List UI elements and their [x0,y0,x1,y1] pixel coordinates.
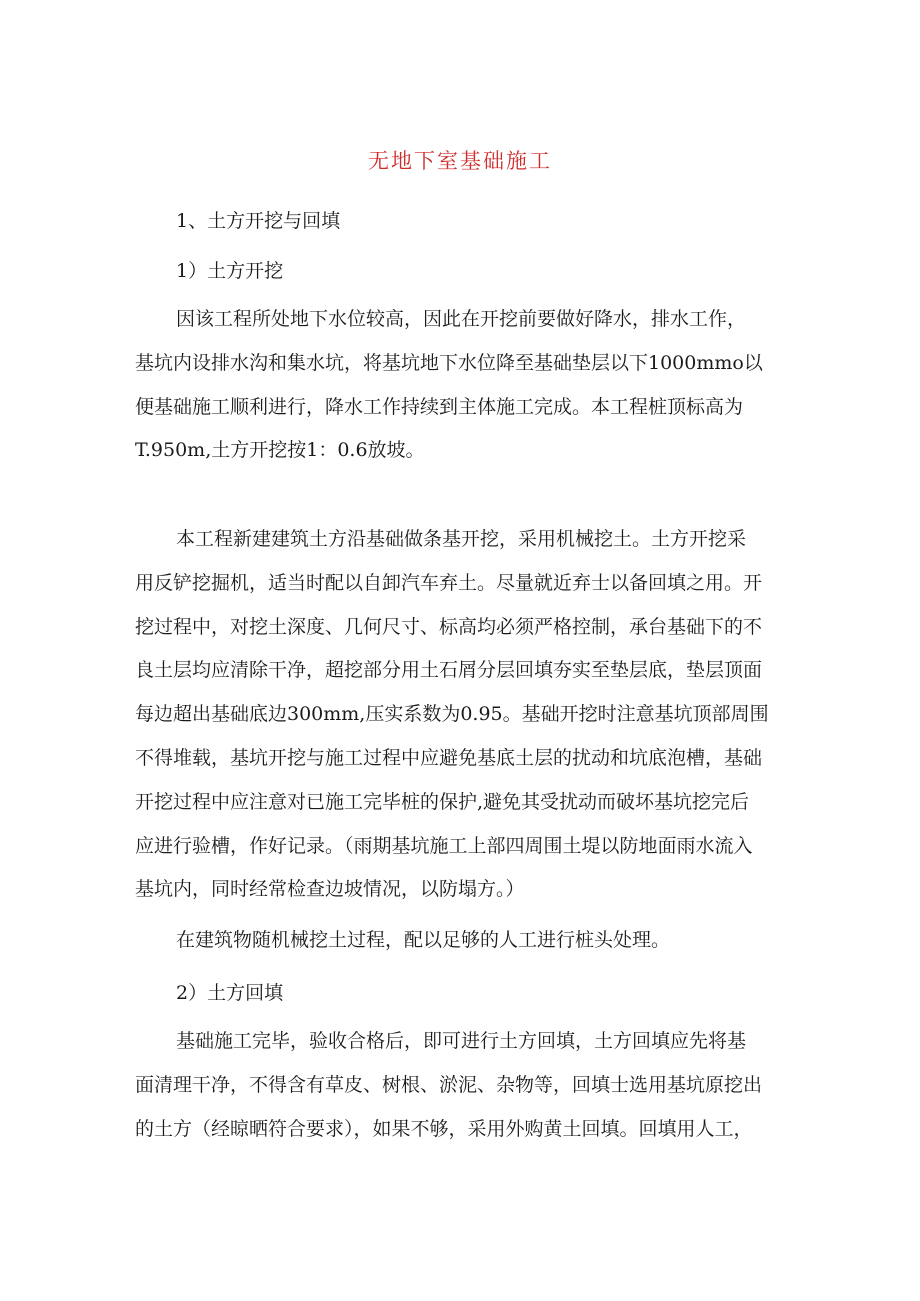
paragraph-line: 的土方（经晾晒符合要求），如果不够，采用外购黄土回填。回填用人工， [135,1117,753,1140]
paragraph-line: 开挖过程中应注意对已施工完毕桩的保护,避免其受扰动而破坏基坑挖完后 [135,790,750,813]
paragraph-line: 面清理干净，不得含有草皮、树根、淤泥、杂物等，回填士选用基坑原挖出 [135,1073,763,1096]
paragraph-backfill [135,1020,790,1151]
paragraph-line: 不得堆载，基坑开挖与施工过程中应避免基底土层的扰动和坑底泡槽，基础 [135,746,763,769]
paragraph-line: 基坑内设排水沟和集水坑，将基坑地下水位降至基础垫层以下1000mmo以 [135,351,763,374]
paragraph-line: 因该工程所处地下水位较高，因此在开挖前要做好降水，排水工作， [176,308,747,330]
paragraph-excavation-dewatering [135,298,790,473]
paragraph-line: 良土层均应清除干净，超挖部分用土石屑分层回填夯实至垫层底，垫层顶面 [135,659,763,682]
paragraph-line: 本工程新建建筑土方沿基础做条基开挖，采用机械挖土。土方开挖采 [176,528,747,550]
paragraph-line: 基础施工完毕，验收合格后，即可进行土方回填，土方回填应先将基 [176,1030,747,1052]
paragraph-line: 用反铲挖掘机，适当时配以自卸汽车弃土。尽量就近弃士以备回填之用。开 [135,571,763,594]
paragraph-line: 每边超出基础底边300mm,压实系数为0.95。基础开挖时注意基坑顶部周围 [135,703,769,726]
paragraph-pile-head: 在建筑物随机械挖土过程，配以足够的人工进行桩头处理。 [176,929,671,951]
paragraph-line: 便基础施工顺利进行，降水工作持续到主体施工完成。本工程桩顶标高为 [135,395,744,418]
document-title: 无地下室基础施工 [368,149,552,173]
paragraph-line: 应进行验槽，作好记录。（雨期基坑施工上部四周围土堤以防地面雨水流入 [135,834,753,857]
subsection-heading-backfill: 2）土方回填 [176,982,284,1004]
paragraph-excavation-method [135,518,790,912]
section-heading-earthwork: 1、土方开挖与回填 [176,210,341,232]
subsection-heading-excavation: 1）土方开挖 [176,260,284,282]
paragraph-line: 挖过程中，对挖土深度、几何尺寸、标高均必须严格控制，承台基础下的不 [135,615,763,638]
paragraph-line: 基坑内，同时经常检查边坡情况，以防塌方。） [135,878,525,901]
paragraph-line: T.950m,土方开挖按1：0.6放坡。 [135,439,425,462]
